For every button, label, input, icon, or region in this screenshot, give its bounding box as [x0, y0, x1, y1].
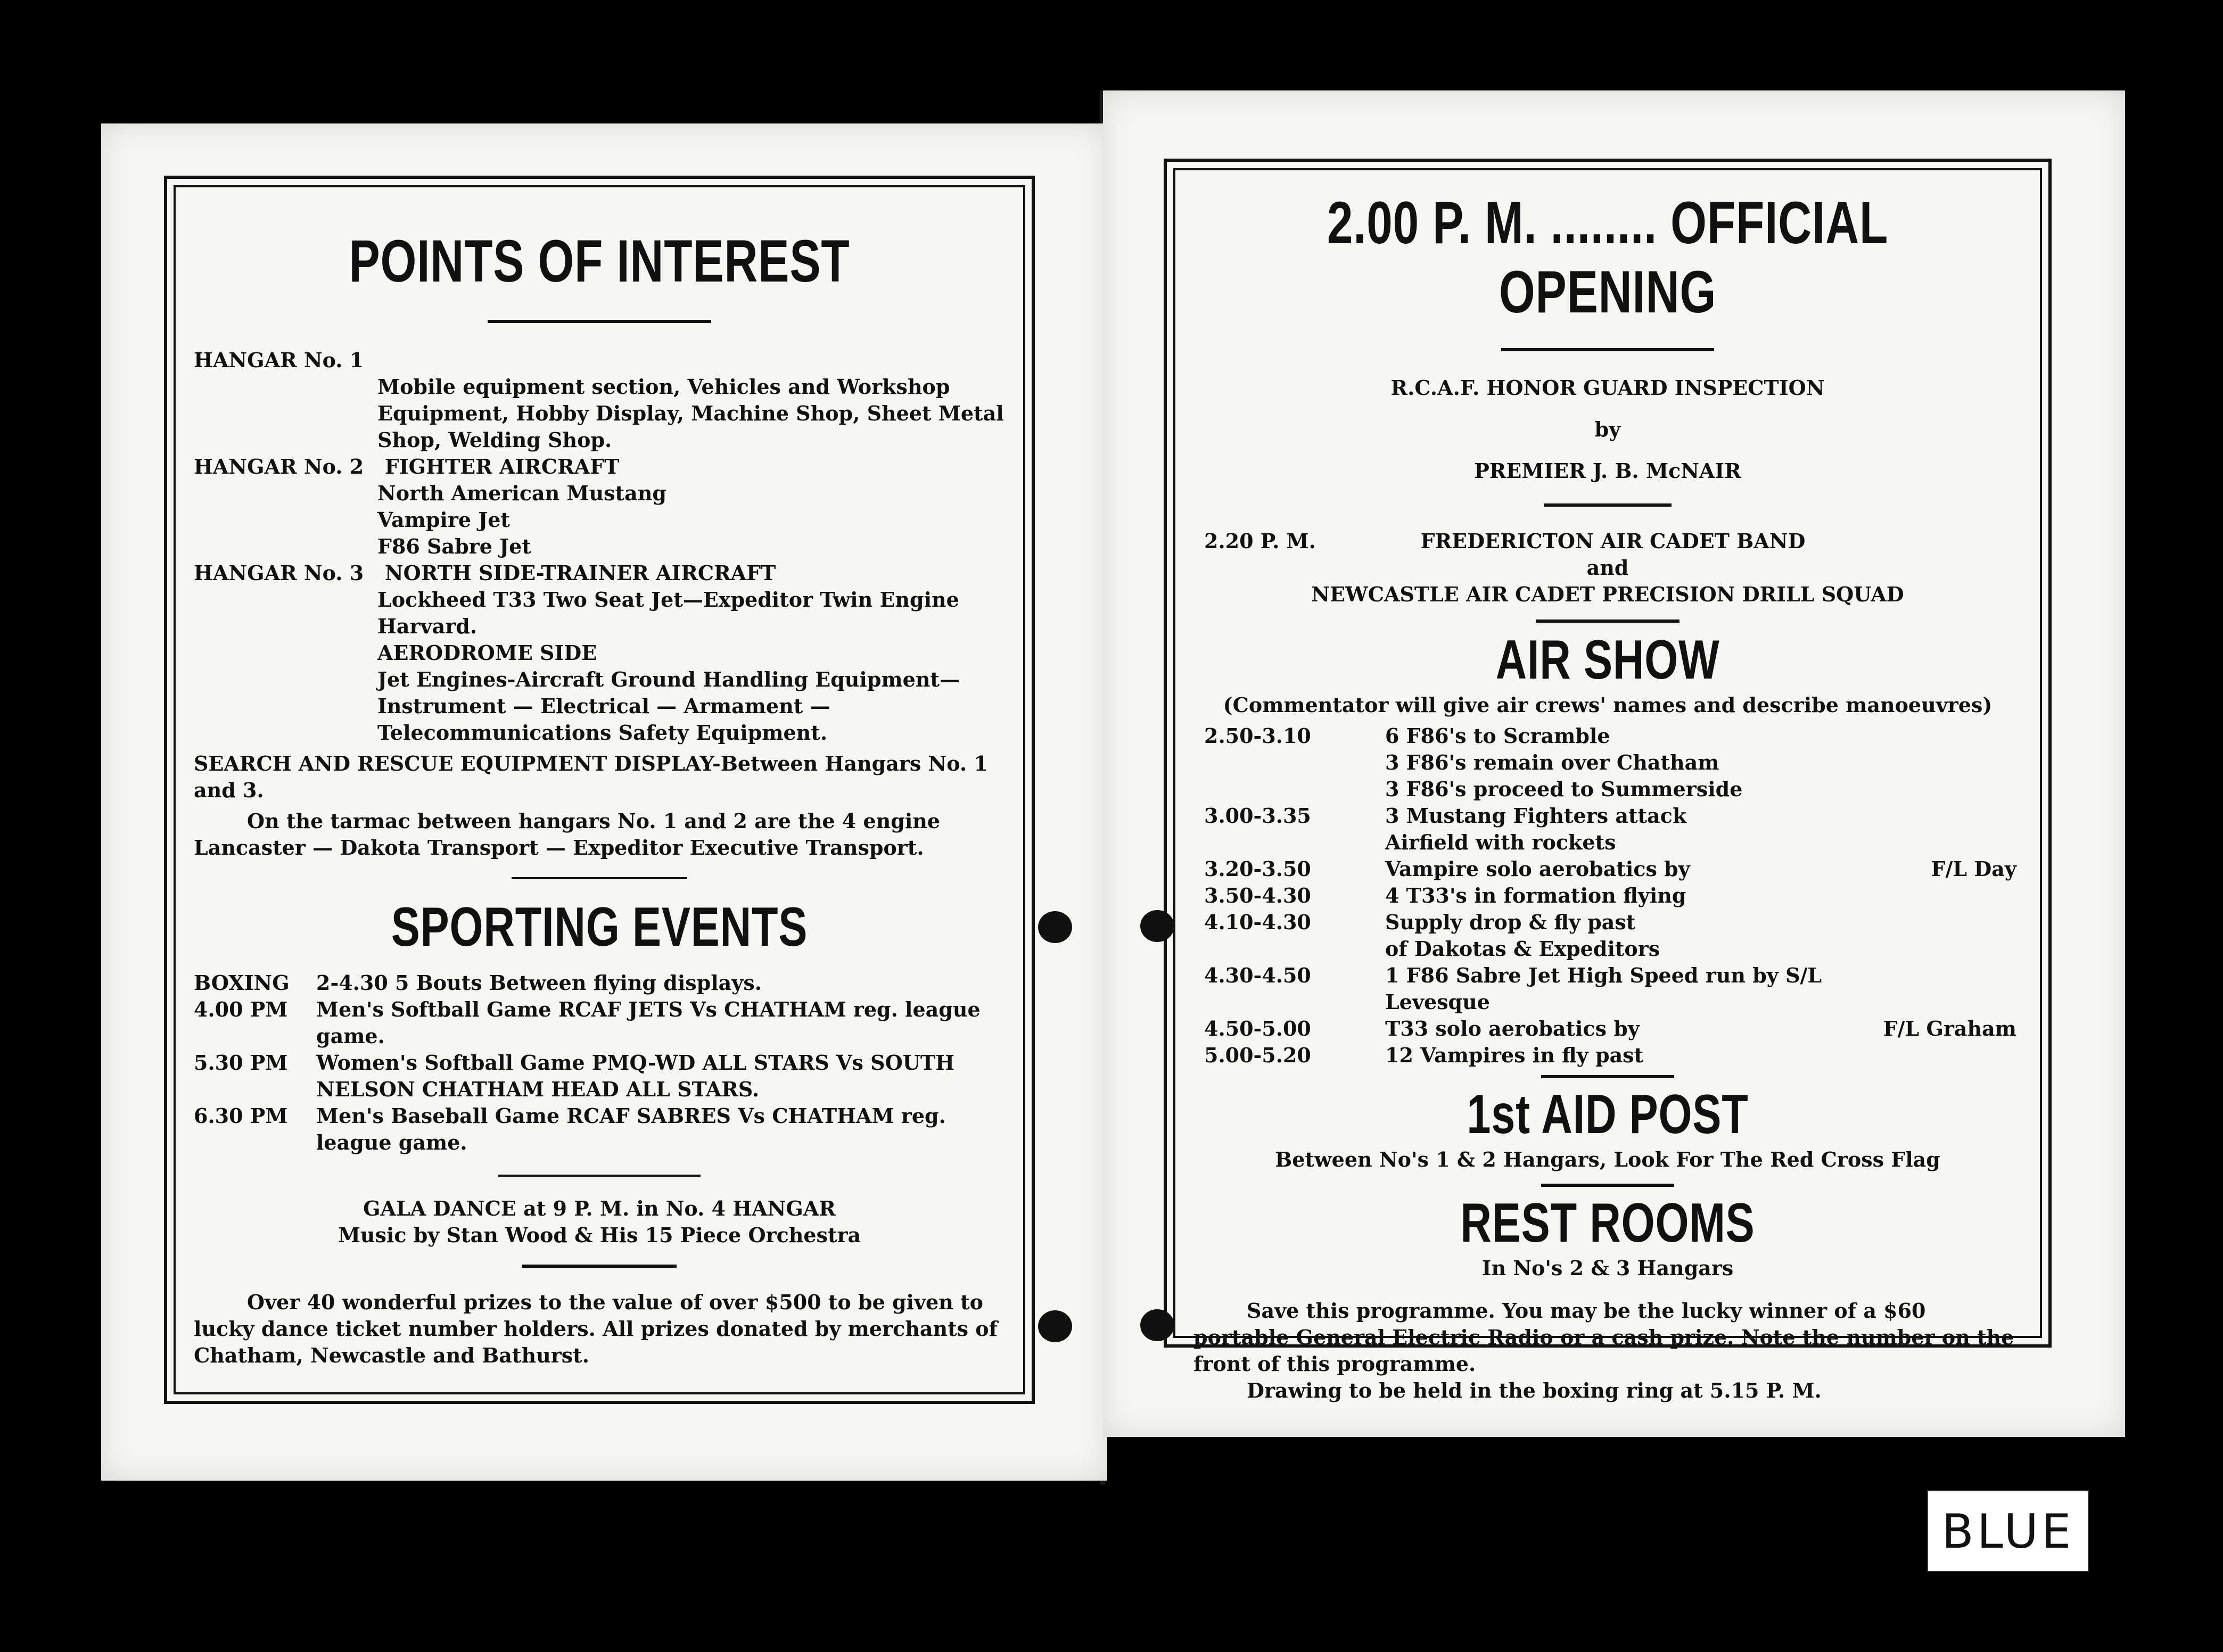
- event-time: BOXING: [194, 971, 290, 995]
- schedule-row: [1193, 882, 2022, 909]
- schedule-time: 3.20-3.50: [1204, 857, 1311, 881]
- hangar-3-label: HANGAR No. 3: [194, 561, 364, 585]
- schedule-desc: Supply drop & fly past: [1385, 910, 1636, 934]
- drawing-text: Drawing to be held in the boxing ring at 5.15 P. M.: [1247, 1378, 1822, 1402]
- band-and: and: [1586, 556, 1629, 580]
- binder-hole: [1140, 1309, 1174, 1341]
- schedule-time: [1193, 936, 1385, 962]
- band-line-1: FREDERICTON AIR CADET BAND: [1420, 529, 1806, 553]
- gala-dance-line: GALA DANCE at 9 P. M. in No. 4 HANGAR: [363, 1196, 836, 1220]
- schedule-time: 3.00-3.35: [1204, 804, 1311, 828]
- schedule-pilot: F/L Graham: [1883, 1017, 2016, 1040]
- official-opening-title: 2.00 P. M. ........ OFFICIAL OPENING: [1327, 189, 1889, 325]
- schedule-time: 4.10-4.30: [1204, 910, 1311, 934]
- orchestra-line: Music by Stan Wood & His 15 Piece Orchestra: [337, 1223, 861, 1247]
- schedule-desc: 3 Mustang Fighters attack: [1385, 804, 1687, 828]
- schedule-pilot: [1883, 882, 2022, 909]
- prizes-text: Over 40 wonderful prizes to the value of over $500 to be given to lucky dance ticket number holders. All prizes donated by merchants of Chatham, Newcastle and Bathurst.: [194, 1290, 998, 1367]
- hangar-1-label: HANGAR No. 1: [194, 348, 364, 372]
- points-of-interest-title: POINTS OF INTEREST: [349, 228, 850, 294]
- aerodrome-side-heading: AERODROME SIDE: [377, 641, 597, 665]
- event-time: 4.00 PM: [194, 997, 288, 1021]
- band-line-2: NEWCASTLE AIR CADET PRECISION DRILL SQUAD: [1311, 582, 1904, 606]
- save-programme-text: Save this programme. You may be the lucky winner of a $60 portable General Electric Radio or a cash prize. Note the number on the front of this programme.: [1193, 1299, 2014, 1376]
- schedule-desc: 12 Vampires in fly past: [1385, 1043, 1644, 1067]
- schedule-pilot: [1883, 776, 2022, 803]
- divider: [1501, 348, 1714, 351]
- schedule-time: [1193, 749, 1385, 776]
- rest-rooms-title: REST ROOMS: [1460, 1192, 1755, 1254]
- schedule-pilot: [1883, 749, 2022, 776]
- schedule-desc: 6 F86's to Scramble: [1385, 724, 1610, 748]
- hangar-1-text: Mobile equipment section, Vehicles and Workshop Equipment, Hobby Display, Machine Shop, Sheet Metal Shop, Welding Shop.: [377, 375, 1004, 452]
- divider: [498, 1175, 701, 1177]
- aerodrome-side-text: Jet Engines-Aircraft Ground Handling Equipment—Instrument — Electrical — Armament — Telecommunications Safety Equipment.: [377, 667, 960, 745]
- band-row: [1193, 528, 2022, 555]
- hangar-2-item: Vampire Jet: [377, 508, 510, 532]
- schedule-desc: 4 T33's in formation flying: [1385, 883, 1686, 907]
- hangar-2-label: HANGAR No. 2: [194, 455, 364, 478]
- schedule-time: 4.50-5.00: [1204, 1017, 1311, 1040]
- schedule-pilot: [1883, 803, 2022, 829]
- schedule-time: [1193, 829, 1385, 856]
- schedule-time: 4.30-4.50: [1204, 963, 1311, 987]
- left-page: [101, 123, 1107, 1481]
- air-show-schedule: [1193, 723, 2022, 1069]
- schedule-time: [1193, 776, 1385, 803]
- schedule-desc: of Dakotas & Expeditors: [1385, 937, 1660, 961]
- schedule-row: [1193, 829, 2022, 856]
- event-desc: Men's Softball Game RCAF JETS Vs CHATHAM reg. league game.: [316, 997, 981, 1048]
- sporting-events-title: SPORTING EVENTS: [391, 896, 808, 958]
- divider: [1536, 620, 1679, 623]
- hangar-2: [194, 453, 1005, 560]
- band-time: 2.20 P. M.: [1204, 529, 1316, 553]
- schedule-desc: T33 solo aerobatics by: [1385, 1017, 1640, 1040]
- schedule-time: 3.50-4.30: [1204, 883, 1311, 907]
- premier-name: PREMIER J. B. McNAIR: [1474, 459, 1741, 483]
- schedule-row: [1193, 749, 2022, 776]
- right-page: [1103, 90, 2125, 1437]
- binder-hole: [1038, 911, 1072, 943]
- schedule-row: [1193, 909, 2022, 936]
- schedule-desc: 3 F86's remain over Chatham: [1385, 750, 1719, 774]
- first-aid-post-title: 1st AID POST: [1467, 1084, 1749, 1145]
- hangar-3-heading: NORTH SIDE-TRAINER AIRCRAFT: [384, 561, 776, 585]
- right-border: [1164, 159, 2052, 1402]
- air-show-note: (Commentator will give air crews' names and describe manoeuvres): [1223, 693, 1993, 717]
- divider: [522, 1265, 677, 1268]
- schedule-desc: 1 F86 Sabre Jet High Speed run by S/L Levesque: [1385, 963, 1822, 1014]
- binder-hole: [1140, 910, 1174, 942]
- hangar-2-heading: FIGHTER AIRCRAFT: [384, 455, 620, 478]
- search-rescue-text: SEARCH AND RESCUE EQUIPMENT DISPLAY-Between Hangars No. 1 and 3.: [194, 751, 988, 802]
- schedule-row: [1193, 856, 2022, 882]
- air-show-title: AIR SHOW: [1495, 629, 1720, 691]
- schedule-row: [1193, 936, 2022, 962]
- schedule-row: [1193, 776, 2022, 803]
- schedule-time: 2.50-3.10: [1204, 724, 1311, 748]
- event-row: [194, 970, 1005, 996]
- binder-hole: [1038, 1310, 1072, 1342]
- hangar-3: [194, 560, 1005, 746]
- event-desc: Women's Softball Game PMQ-WD ALL STARS Vs SOUTH NELSON CHATHAM HEAD ALL STARS.: [316, 1051, 955, 1101]
- hangar-1: [194, 347, 1005, 453]
- event-desc: Men's Baseball Game RCAF SABRES Vs CHATHAM reg. league game.: [316, 1104, 946, 1154]
- divider: [1541, 1075, 1674, 1078]
- left-border: [164, 176, 1035, 1404]
- divider: [1541, 1184, 1674, 1187]
- schedule-desc: 3 F86's proceed to Summerside: [1385, 777, 1743, 801]
- schedule-pilot: [1883, 909, 2022, 936]
- event-row: [194, 1050, 1005, 1103]
- schedule-row: [1193, 723, 2022, 749]
- event-row: [194, 996, 1005, 1050]
- schedule-row: [1193, 1042, 2022, 1069]
- hangar-2-item: North American Mustang: [377, 481, 666, 505]
- schedule-desc: Airfield with rockets: [1385, 830, 1616, 854]
- schedule-row: [1193, 1015, 2022, 1042]
- divider: [1544, 503, 1672, 507]
- sporting-events-list: [194, 970, 1005, 1156]
- rest-rooms-text: In No's 2 & 3 Hangars: [1481, 1256, 1734, 1280]
- schedule-pilot: [1883, 723, 2022, 749]
- schedule-row: [1193, 962, 2022, 1015]
- schedule-pilot: F/L Day: [1931, 857, 2016, 881]
- event-desc: 2-4.30 5 Bouts Between flying displays.: [316, 971, 762, 995]
- honor-guard-inspection: R.C.A.F. HONOR GUARD INSPECTION: [1390, 376, 1825, 400]
- tarmac-text: On the tarmac between hangars No. 1 and 2 are the 4 engine Lancaster — Dakota Transport — Expeditor Executive Transport.: [194, 809, 941, 860]
- event-time: 6.30 PM: [194, 1104, 288, 1128]
- schedule-time: 5.00-5.20: [1204, 1043, 1311, 1067]
- hangar-2-item: F86 Sabre Jet: [377, 534, 531, 558]
- blue-label-tag: BLUE: [1927, 1490, 2089, 1572]
- first-aid-post-text: Between No's 1 & 2 Hangars, Look For The Red Cross Flag: [1275, 1147, 1940, 1171]
- divider: [488, 320, 711, 323]
- event-time: 5.30 PM: [194, 1051, 288, 1075]
- schedule-pilot: [1883, 936, 2022, 962]
- schedule-pilot: [1883, 829, 2022, 856]
- schedule-row: [1193, 803, 2022, 829]
- by-text: by: [1594, 417, 1621, 441]
- schedule-pilot: [1883, 1042, 2022, 1069]
- divider: [512, 877, 687, 879]
- schedule-desc: Vampire solo aerobatics by: [1385, 857, 1690, 881]
- event-row: [194, 1103, 1005, 1156]
- schedule-pilot: [1883, 962, 2022, 1015]
- hangar-3-text: Lockheed T33 Two Seat Jet—Expeditor Twin Engine Harvard.: [377, 588, 959, 638]
